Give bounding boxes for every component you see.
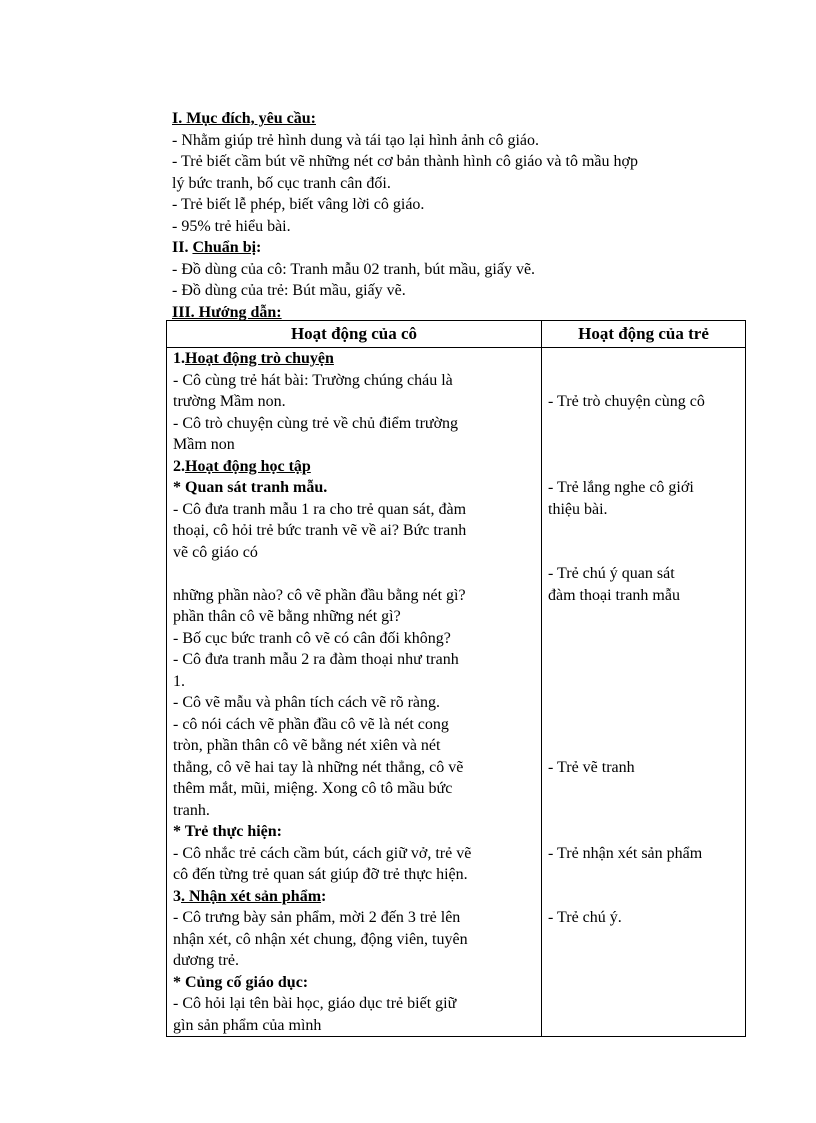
section-1-content (172, 130, 752, 238)
text-line: - Cô trò chuyện cùng trẻ về chủ điểm trường (173, 414, 459, 432)
text-line: - Trẻ vẽ tranh (548, 758, 635, 776)
text-line: tranh. (173, 801, 210, 819)
text-line: thoại, cô hỏi trẻ bức tranh vẽ về ai? Bức tranh (173, 522, 467, 539)
header-teacher-activity: Hoạt động của cô (167, 321, 542, 348)
section-2-heading: II. Chuẩn bị: (172, 239, 262, 256)
text-line: - Cô vẽ mẫu và phân tích cách vẽ rõ ràng. (173, 694, 441, 711)
text-line: dương trẻ. (173, 952, 240, 969)
text-line: thêm mắt, mũi, miệng. Xong cô tô mầu bức (173, 780, 453, 797)
text-line: - Cô cùng trẻ hát bài: Trường chúng cháu là (173, 371, 453, 389)
text-line: thẳng, cô vẽ hai tay là những nét thẳng, cô vẽ (173, 758, 464, 776)
activity-heading: 1.Hoạt động trò chuyện (173, 350, 334, 367)
header-children-activity: Hoạt động của trẻ (542, 321, 746, 348)
text-line: - Cô trưng bày sản phẩm, mời 2 đến 3 trẻ lên (173, 909, 461, 926)
text-line: - Cô hỏi lại tên bài học, giáo dục trẻ biết giữ (173, 995, 457, 1012)
table-header-row (167, 321, 746, 348)
text-line: - Trẻ nhận xét sản phẩm (548, 844, 703, 862)
text-line: - Trẻ lắng nghe cô giới (548, 479, 694, 496)
activity-heading: 3. Nhận xét sản phẩm: (173, 887, 327, 905)
text-line: - Trẻ chú ý. (548, 909, 622, 926)
activity-table (166, 320, 746, 1037)
text-line: * Quan sát tranh mẫu. (173, 479, 328, 496)
text-line: trường Mầm non. (173, 393, 286, 410)
text-line: gìn sản phẩm của mình (173, 1016, 322, 1034)
text-line: - cô nói cách vẽ phần đầu cô vẽ là nét cong (173, 715, 449, 733)
text-line: - Trẻ trò chuyện cùng cô (548, 393, 705, 410)
text-line: - Đồ dùng của trẻ: Bút mầu, giấy vẽ. (172, 282, 406, 299)
text-line: 1. (173, 672, 185, 690)
text-line: - Cô nhắc trẻ cách cầm bút, cách giữ vở, trẻ vẽ (173, 844, 472, 862)
text-line: đàm thoại tranh mẫu (548, 586, 680, 604)
text-line: lý bức tranh, bố cục tranh cân đối. (172, 174, 391, 192)
text-line: những phần nào? cô vẽ phần đầu bằng nét gì? (173, 586, 466, 604)
children-activity-cell (542, 348, 746, 1037)
text-line: - Nhằm giúp trẻ hình dung và tái tạo lại hình ảnh cô giáo. (172, 131, 540, 149)
document-body (172, 108, 752, 323)
text-line: cô đến từng trẻ quan sát giúp đỡ trẻ thực hiện. (173, 866, 468, 883)
text-line (173, 563, 541, 585)
text-line: - Trẻ chú ý quan sát (548, 565, 675, 582)
text-line: - Trẻ biết lễ phép, biết vâng lời cô giáo. (172, 196, 425, 213)
section-3-heading: III. Hướng dẫn: (172, 303, 282, 321)
text-line: phần thân cô vẽ bằng những nét gì? (173, 608, 401, 625)
text-line: - Đồ dùng của cô: Tranh mẫu 02 tranh, bút mầu, giấy vẽ. (172, 260, 536, 278)
text-line: - Bố cục bức tranh cô vẽ có cân đối không? (173, 629, 451, 647)
text-line: thiệu bài. (548, 500, 608, 518)
text-line: vẽ cô giáo có (173, 543, 258, 561)
activity-heading: 2.Hoạt động học tập (173, 457, 311, 475)
text-line: - Cô đưa tranh mẫu 1 ra cho trẻ quan sát, đàm (173, 500, 467, 518)
table-row (167, 348, 746, 1037)
text-line: Mầm non (173, 436, 235, 453)
section-1-heading: I. Mục đích, yêu cầu: (172, 110, 316, 127)
text-line: - 95% trẻ hiểu bài. (172, 217, 291, 235)
text-line: - Trẻ biết cầm bút vẽ những nét cơ bản thành hình cô giáo và tô mầu hợp (172, 153, 638, 170)
text-line: * Củng cố giáo dục: (173, 973, 309, 991)
text-line: nhận xét, cô nhận xét chung, động viên, tuyên (173, 930, 468, 948)
section-2-content (172, 259, 752, 302)
text-line: * Trẻ thực hiện: (173, 823, 282, 840)
text-line: tròn, phần thân cô vẽ bằng nét xiên và nét (173, 737, 441, 754)
teacher-activity-cell (167, 348, 542, 1037)
text-line: - Cô đưa tranh mẫu 2 ra đàm thoại như tranh (173, 651, 459, 668)
